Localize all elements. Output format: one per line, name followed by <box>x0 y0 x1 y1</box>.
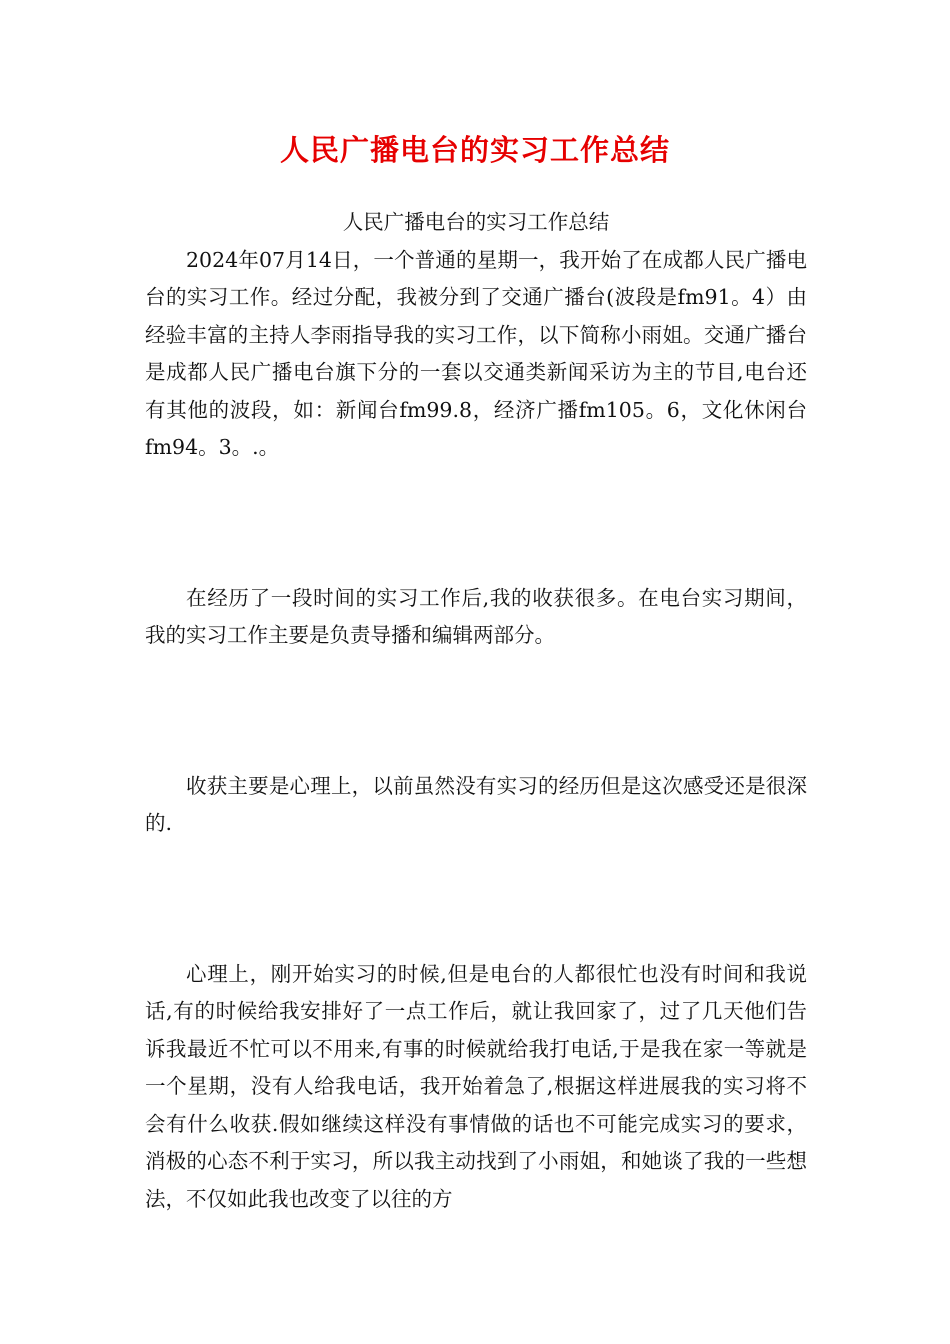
document-title: 人民广播电台的实习工作总结 <box>279 133 670 167</box>
paragraph-3: 收获主要是心理上，以前虽然没有实习的经历但是这次感受还是很深的. <box>145 773 807 835</box>
paragraph-4: 心理上，刚开始实习的时候,但是电台的人都很忙也没有时间和我说话,有的时候给我安排好了一点工作后，就让我回家了，过了几天他们告诉我最近不忙可以不用来,有事的时候就给我打电话,于是我在家一等就是一个星期，没有人给我电话，我开始着急了,根据这样进展我的实习将不会有什么收获.假如继续这样没有事情做的话也不可能完成实习的要求，消极的心态不利于实习，所以我主动找到了小雨姐，和她谈了我的一些想法，不仅如此我也改变了以往的方 <box>145 961 807 1211</box>
document-subtitle: 人民广播电台的实习工作总结 <box>342 210 610 234</box>
paragraph-1: 2024年07月14日，一个普通的星期一，我开始了在成都人民广播电台的实习工作。经过分配，我被分到了交通广播台(波段是fm91。4）由经验丰富的主持人李雨指导我的实习工作，以下简称小雨姐。交通广播台是成都人民广播电台旗下分的一套以交通类新闻采访为主的节目,电台还有其他的波段，如：新闻台fm99.8，经济广播fm105。6，文化休闲台fm94。3。.。 <box>145 247 807 459</box>
document-body <box>145 204 807 1218</box>
paragraph-2: 在经历了一段时间的实习工作后,我的收获很多。在电台实习期间，我的实习工作主要是负责导播和编辑两部分。 <box>145 585 807 647</box>
